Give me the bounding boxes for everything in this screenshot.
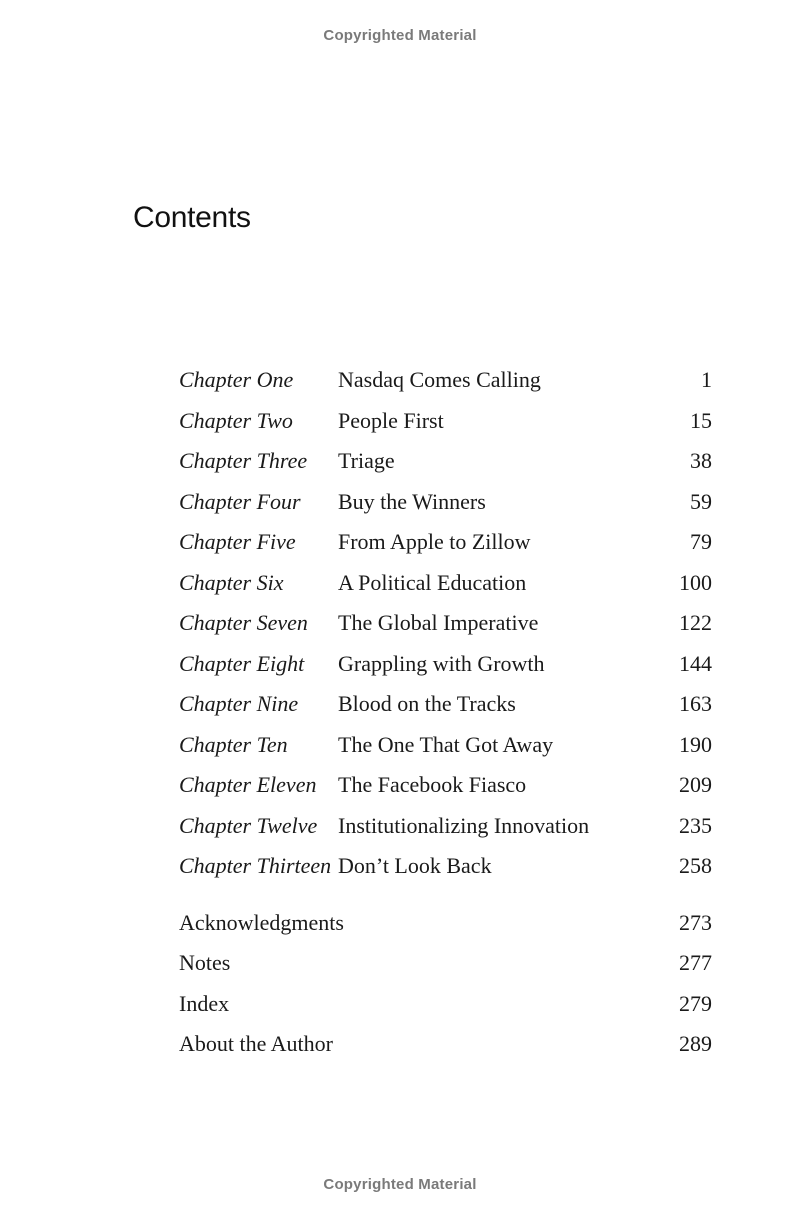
toc-entry-notes[interactable] [179, 943, 712, 984]
page-number: 59 [690, 488, 712, 514]
copyright-watermark-top: Copyrighted Material [323, 27, 477, 44]
toc-entry-acknowledgments[interactable] [179, 903, 712, 944]
chapter-title: People First [338, 407, 444, 433]
toc-entry-chapter-nine[interactable] [179, 684, 712, 725]
page-number: 190 [679, 731, 712, 757]
toc-entry-chapter-ten[interactable] [179, 725, 712, 766]
toc-entry-chapter-four[interactable] [179, 482, 712, 523]
chapter-list [179, 360, 712, 887]
chapter-title: Institutionalizing Innovation [338, 812, 590, 838]
chapter-number: Chapter Five [179, 529, 296, 554]
chapter-number: Chapter Eleven [179, 772, 317, 797]
page-number: 209 [679, 772, 712, 797]
page-number: 279 [679, 990, 712, 1016]
page-title: Contents [133, 201, 251, 234]
page-number: 38 [690, 448, 712, 473]
chapter-number: Chapter Nine [179, 691, 299, 716]
chapter-number: Chapter Thirteen [179, 853, 332, 878]
page-number: 163 [679, 691, 712, 716]
page-number: 273 [679, 909, 712, 935]
page-number: 122 [679, 610, 712, 635]
back-matter-title: Acknowledgments [179, 909, 344, 935]
toc-entry-chapter-eleven[interactable] [179, 765, 712, 806]
toc-entry-chapter-three[interactable] [179, 441, 712, 482]
toc-entry-chapter-thirteen[interactable] [179, 846, 712, 887]
toc-entry-chapter-two[interactable] [179, 401, 712, 442]
chapter-number: Chapter Four [179, 488, 301, 514]
chapter-title: A Political Education [338, 569, 527, 595]
toc-entry-chapter-five[interactable] [179, 522, 712, 563]
chapter-number: Chapter Twelve [179, 812, 318, 838]
back-matter-list [179, 903, 712, 1065]
page-number: 15 [690, 407, 712, 433]
copyright-watermark-bottom: Copyrighted Material [323, 1176, 477, 1193]
chapter-title: Blood on the Tracks [338, 691, 516, 716]
chapter-title: The One That Got Away [338, 731, 554, 757]
toc-entry-chapter-eight[interactable] [179, 644, 712, 685]
page-number: 1 [701, 367, 712, 392]
toc-entry-about-the-author[interactable] [179, 1024, 712, 1065]
chapter-title: From Apple to Zillow [338, 529, 531, 554]
chapter-title: Don’t Look Back [338, 853, 492, 878]
chapter-number: Chapter Three [179, 448, 308, 473]
chapter-number: Chapter Six [179, 569, 284, 595]
page-number: 289 [679, 1031, 712, 1056]
chapter-number: Chapter Seven [179, 610, 308, 635]
page-number: 235 [679, 812, 712, 838]
chapter-number: Chapter Ten [179, 731, 288, 757]
toc-entry-chapter-one[interactable] [179, 360, 712, 401]
back-matter-title: About the Author [179, 1031, 333, 1056]
page-number: 100 [679, 569, 712, 595]
table-of-contents [179, 360, 712, 1065]
page-number: 277 [679, 950, 712, 975]
chapter-number: Chapter Eight [179, 650, 305, 676]
chapter-number: Chapter One [179, 367, 294, 392]
toc-entry-chapter-six[interactable] [179, 563, 712, 604]
back-matter-title: Notes [179, 950, 231, 975]
chapter-title: Nasdaq Comes Calling [338, 367, 541, 392]
chapter-title: Grappling with Growth [338, 650, 545, 676]
chapter-title: Buy the Winners [338, 488, 486, 514]
toc-entry-index[interactable] [179, 984, 712, 1025]
page-number: 258 [679, 853, 712, 878]
page-number: 144 [679, 650, 712, 676]
chapter-title: The Facebook Fiasco [338, 772, 527, 797]
page-number: 79 [690, 529, 712, 554]
toc-entry-chapter-twelve[interactable] [179, 806, 712, 847]
back-matter-title: Index [179, 990, 230, 1016]
chapter-title: The Global Imperative [338, 610, 539, 635]
chapter-number: Chapter Two [179, 407, 293, 433]
toc-entry-chapter-seven[interactable] [179, 603, 712, 644]
chapter-title: Triage [338, 448, 395, 473]
